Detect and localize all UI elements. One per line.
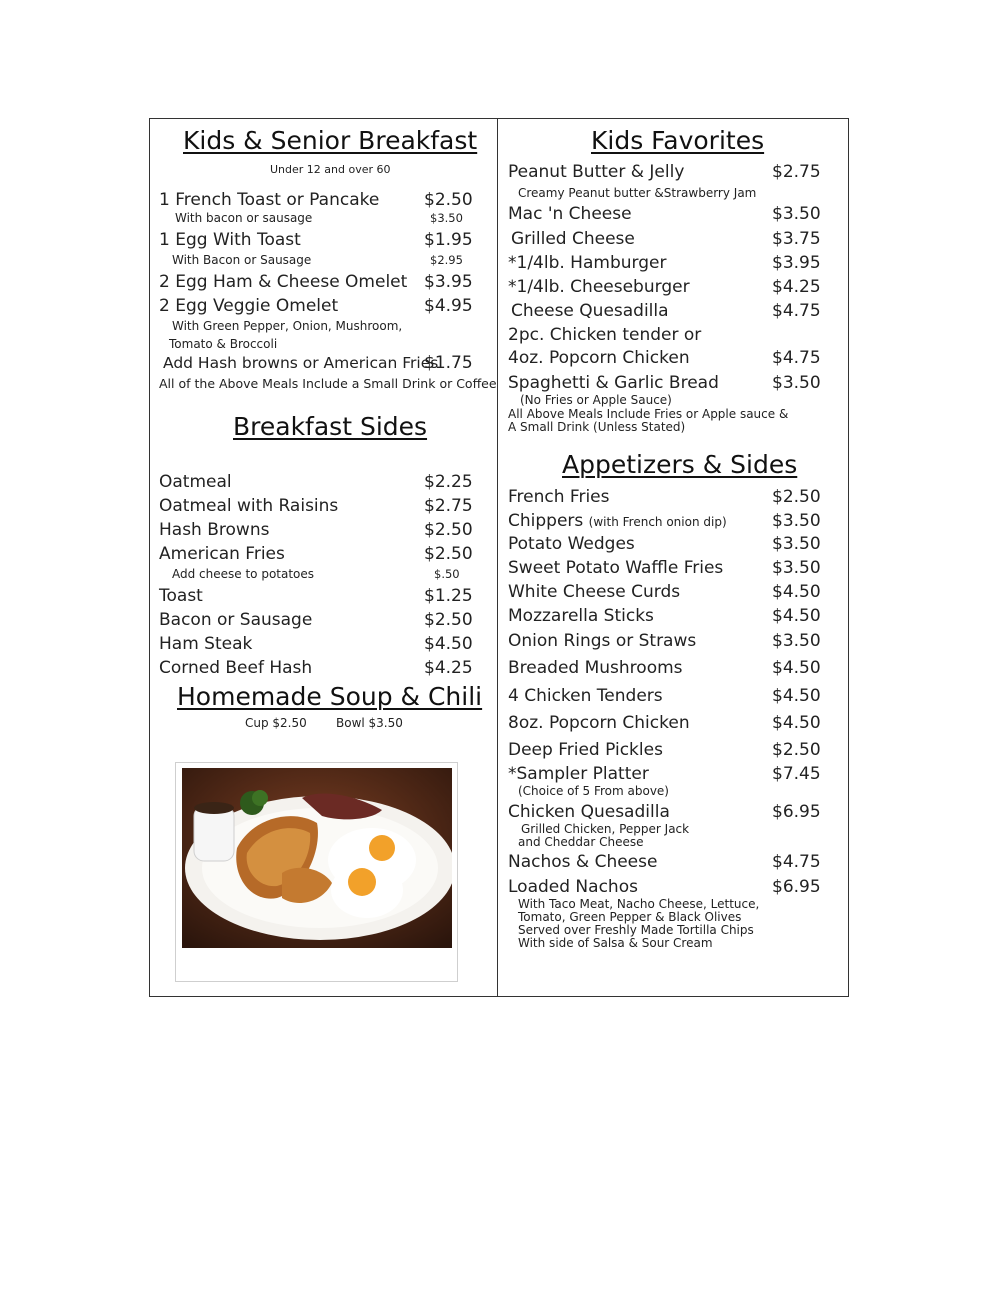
column-divider (497, 118, 498, 997)
menu-item-price: $4.95 (424, 296, 473, 316)
menu-item-description: With Taco Meat, Nacho Cheese, Lettuce, (518, 897, 760, 911)
menu-item-description: (Choice of 5 From above) (518, 784, 669, 798)
kids-favorites-title: Kids Favorites (591, 126, 765, 155)
menu-item-description: Tomato & Broccoli (169, 337, 278, 351)
menu-item-price: $2.75 (424, 496, 473, 516)
menu-item-name: White Cheese Curds (508, 582, 681, 602)
menu-item-name (508, 511, 727, 531)
menu-item-price: $4.75 (772, 301, 821, 321)
menu-item-name: Chicken Quesadilla (508, 802, 670, 822)
menu-item-option-price: $3.50 (430, 211, 463, 225)
menu-item-option-price: $2.95 (430, 253, 463, 267)
menu-item-price: $3.50 (772, 204, 821, 224)
menu-item-name: 4oz. Popcorn Chicken (508, 348, 690, 368)
menu-item-name-text: Chippers (508, 511, 584, 531)
menu-item-name: Potato Wedges (508, 534, 635, 554)
menu-item-name: Sweet Potato Waffle Fries (508, 558, 724, 578)
menu-item-price: $4.50 (772, 658, 821, 678)
breakfast-photo (182, 768, 452, 948)
menu-item-name: Cheese Quesadilla (511, 301, 669, 321)
kids-senior-title: Kids & Senior Breakfast (183, 126, 478, 155)
menu-item-name: Peanut Butter & Jelly (508, 162, 685, 182)
menu-item-price: $4.50 (772, 713, 821, 733)
menu-item-name: 8oz. Popcorn Chicken (508, 713, 690, 733)
menu-item-name: 2 Egg Veggie Omelet (159, 296, 339, 316)
menu-item-price: $2.50 (424, 520, 473, 540)
menu-item-name: Corned Beef Hash (159, 658, 313, 678)
menu-item-name: Add Hash browns or American Fries (163, 354, 439, 372)
menu-item-price: $2.50 (424, 190, 473, 210)
menu-item-description: With Green Pepper, Onion, Mushroom, (172, 319, 403, 333)
menu-item-price: $2.75 (772, 162, 821, 182)
soup-title: Homemade Soup & Chili (177, 682, 483, 711)
menu-item-option: With Bacon or Sausage (172, 253, 312, 267)
menu-item-price: $3.75 (772, 229, 821, 249)
menu-item-name: Loaded Nachos (508, 877, 638, 897)
menu-item-name: Grilled Cheese (511, 229, 635, 249)
menu-item-price: $3.50 (772, 511, 821, 531)
menu-item-name: Deep Fried Pickles (508, 740, 663, 760)
menu-item-option: Add cheese to potatoes (172, 567, 315, 581)
menu-item-name: Bacon or Sausage (159, 610, 313, 630)
menu-item-price: $4.50 (772, 582, 821, 602)
menu-item-price: $3.50 (772, 558, 821, 578)
section-footnote: All of the Above Meals Include a Small Drink or Coffee (159, 376, 497, 391)
kids-senior-subtitle: Under 12 and over 60 (270, 163, 391, 176)
menu-item-detail: (with French onion dip) (588, 515, 727, 529)
menu-item-name: *1/4lb. Cheeseburger (508, 277, 690, 297)
menu-item-description: and Cheddar Cheese (518, 835, 644, 849)
menu-item-price: $3.50 (772, 631, 821, 651)
menu-item-price: $4.50 (772, 686, 821, 706)
menu-item-name: Ham Steak (159, 634, 253, 654)
menu-item-name: Toast (159, 586, 203, 606)
appetizers-title: Appetizers & Sides (562, 450, 798, 479)
section-footnote: A Small Drink (Unless Stated) (508, 420, 686, 434)
menu-item-price: $1.95 (424, 230, 473, 250)
menu-item-description: Served over Freshly Made Tortilla Chips (518, 923, 754, 937)
menu-item-price: $4.50 (424, 634, 473, 654)
menu-item-price: $6.95 (772, 877, 821, 897)
menu-item-price: $2.50 (424, 544, 473, 564)
menu-item-price: $2.50 (772, 740, 821, 760)
menu-item-option-price: $.50 (434, 567, 460, 581)
soup-bowl-price: Bowl $3.50 (336, 716, 403, 730)
menu-item-price: $3.50 (772, 373, 821, 393)
menu-item-description: Tomato, Green Pepper & Black Olives (518, 910, 742, 924)
menu-item-price: $7.45 (772, 764, 821, 784)
menu-item-price: $2.50 (772, 487, 821, 507)
menu-item-name: *Sampler Platter (508, 764, 649, 784)
section-footnote: All Above Meals Include Fries or Apple sauce & (508, 407, 789, 421)
menu-item-price: $4.50 (772, 606, 821, 626)
menu-item-name: *1/4lb. Hamburger (508, 253, 667, 273)
menu-item-name: 2 Egg Ham & Cheese Omelet (159, 272, 408, 292)
menu-item-price: $6.95 (772, 802, 821, 822)
menu-item-name: Nachos & Cheese (508, 852, 658, 872)
menu-item-name: Mac 'n Cheese (508, 204, 632, 224)
menu-item-name: 1 Egg With Toast (159, 230, 301, 250)
menu-item-price: $1.75 (424, 353, 473, 373)
menu-item-description: (No Fries or Apple Sauce) (520, 393, 672, 407)
menu-item-price: $4.75 (772, 348, 821, 368)
menu-item-name: Oatmeal (159, 472, 232, 492)
menu-item-name: Hash Browns (159, 520, 270, 540)
menu-item-description: Creamy Peanut butter &Strawberry Jam (518, 186, 757, 200)
menu-item-description: With side of Salsa & Sour Cream (518, 936, 713, 950)
menu-item-name: Breaded Mushrooms (508, 658, 683, 678)
menu-item-price: $3.95 (424, 272, 473, 292)
menu-item-name: American Fries (159, 544, 285, 564)
menu-item-price: $1.25 (424, 586, 473, 606)
menu-item-name: Oatmeal with Raisins (159, 496, 339, 516)
menu-item-name: 2pc. Chicken tender or (508, 325, 702, 345)
soup-cup-price: Cup $2.50 (245, 716, 307, 730)
menu-item-name: Mozzarella Sticks (508, 606, 654, 626)
menu-item-price: $2.50 (424, 610, 473, 630)
menu-item-name: Spaghetti & Garlic Bread (508, 373, 719, 393)
breakfast-sides-title: Breakfast Sides (233, 412, 428, 441)
menu-item-name: French Fries (508, 487, 610, 507)
menu-item-option: With bacon or sausage (175, 211, 313, 225)
menu-item-price: $4.25 (772, 277, 821, 297)
menu-item-description: Grilled Chicken, Pepper Jack (521, 822, 690, 836)
menu-item-name: Onion Rings or Straws (508, 631, 697, 651)
menu-item-price: $4.75 (772, 852, 821, 872)
menu-item-price: $4.25 (424, 658, 473, 678)
breakfast-plate-image (182, 768, 452, 948)
menu-item-name: 1 French Toast or Pancake (159, 190, 380, 210)
menu-item-price: $3.95 (772, 253, 821, 273)
menu-item-price: $2.25 (424, 472, 473, 492)
menu-item-name: 4 Chicken Tenders (508, 686, 663, 706)
menu-item-price: $3.50 (772, 534, 821, 554)
